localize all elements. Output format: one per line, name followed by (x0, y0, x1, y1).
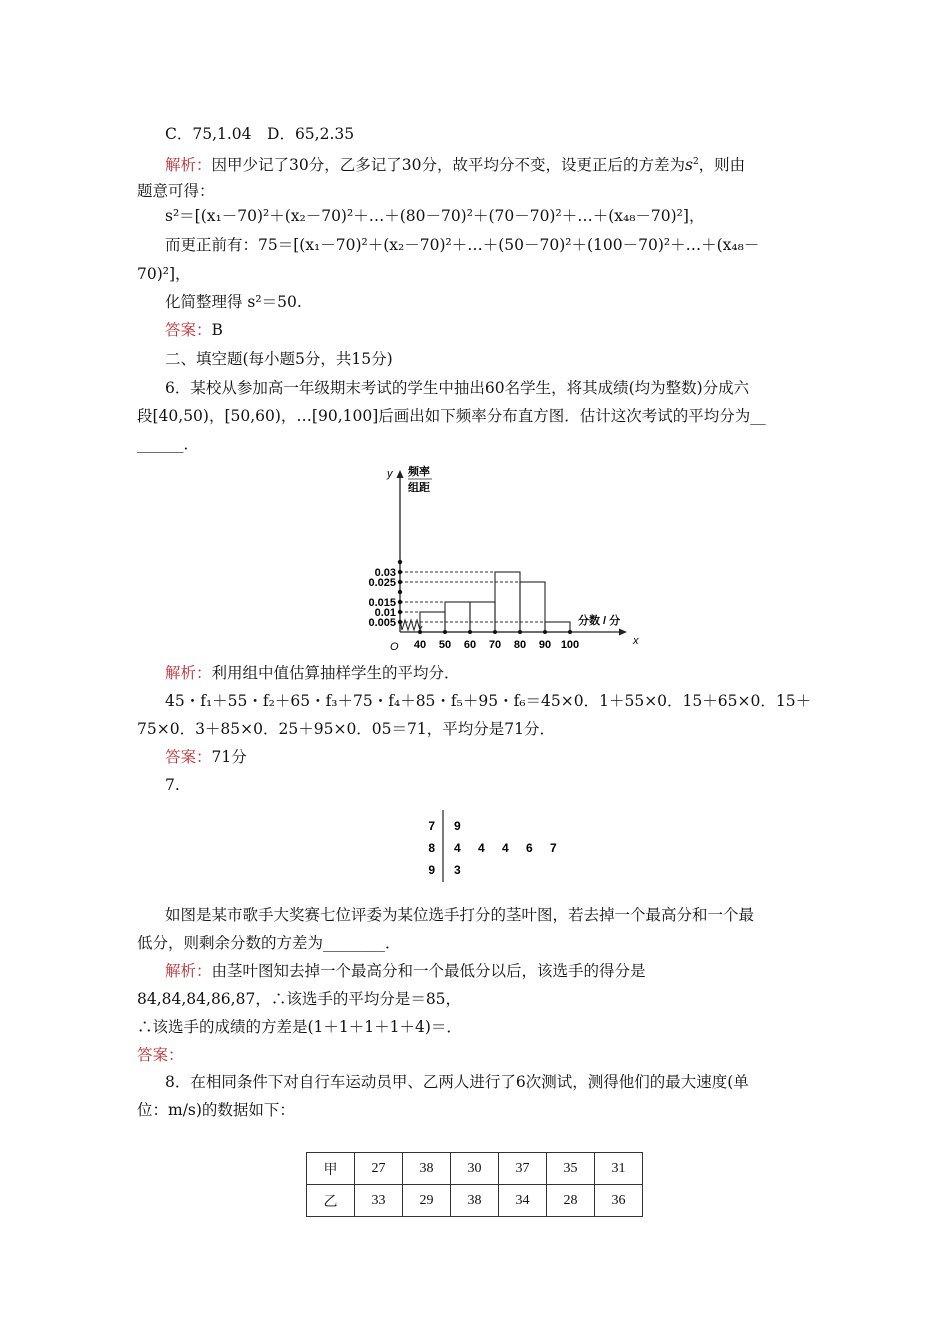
table-cell: 28 (547, 1185, 595, 1217)
y-tick-dot (398, 620, 402, 624)
q7-analysis-line3: ∴该选手的成绩的方差是(1＋1＋1＋1＋4)＝． (137, 1018, 462, 1036)
y-axis-letter: y (387, 468, 393, 480)
table-row (307, 1153, 643, 1185)
stem-value: 8 (428, 841, 435, 855)
y-tick-dot (398, 590, 402, 594)
table-cell: 27 (355, 1153, 403, 1185)
x-tick-label: 90 (538, 639, 552, 651)
table-cell: 31 (595, 1153, 643, 1185)
y-tick-label: 0.025 (368, 577, 396, 589)
q7-analysis-line2: 84,84,84,86,87，∴该选手的平均分是＝85， (137, 990, 462, 1008)
table-cell: 36 (595, 1185, 643, 1217)
x-tick-label: 50 (438, 639, 452, 651)
x-axis-arrow-icon (619, 629, 627, 636)
x-tick-label: 40 (413, 639, 427, 651)
q5-options-cd: C．75,1.04 D．65,2.35 (165, 125, 355, 143)
stem-leaf-plot (420, 808, 580, 886)
answer-label: 答案： (165, 321, 212, 339)
table-cell: 33 (355, 1185, 403, 1217)
q6-calc-line2: 75×0．3＋85×0．25＋95×0．05＝71，平均分是71分． (137, 720, 555, 738)
x-tick-dot (418, 630, 422, 634)
section-title: 二、填空题(每小题5分，共15分) (165, 350, 393, 368)
row-header: 乙 (307, 1185, 355, 1217)
q5-before-correction-cont: 70)²]， (137, 265, 191, 283)
x-tick-dot (518, 630, 522, 634)
answer-label: 答案： (165, 748, 212, 766)
q7-analysis-line1: 解析：由茎叶图知去掉一个最高分和一个最低分以后，该选手的得分是 (165, 962, 646, 980)
histogram-bar (545, 622, 570, 632)
y-tick-dot (398, 600, 402, 604)
q7-text-line1: 如图是某市歌手大奖赛七位评委为某位选手打分的茎叶图，若去掉一个最高分和一个最 (165, 906, 755, 924)
answer-label: 答案： (137, 1046, 184, 1064)
q8-text-line1: 8．在相同条件下对自行车运动员甲、乙两人进行了6次测试，测得他们的最大速度(单 (165, 1073, 749, 1091)
y-tick-label: 0.01 (374, 607, 396, 619)
q5-answer: 答案：B (165, 321, 223, 339)
jiexi-label: 解析： (165, 962, 212, 980)
q6-text-line3: ______． (137, 435, 200, 453)
q6-text-line1: 6．某校从参加高一年级期末考试的学生中抽出60名学生，将其成绩(均为整数)分成六 (165, 379, 750, 397)
histogram-bar (470, 602, 495, 632)
x-tick-label: 80 (513, 639, 527, 651)
leaf-value: 4 (454, 841, 461, 855)
y-tick-dot (398, 610, 402, 614)
x-tick-label: 100 (560, 639, 580, 651)
table-cell: 29 (403, 1185, 451, 1217)
x-tick-label: 60 (463, 639, 477, 651)
histogram-bar (520, 582, 545, 632)
q5-analysis-line1: 解析：因甲少记了30分，乙多记了30分，故平均分不变，设更正后的方差为$s^2$，则由 (165, 156, 746, 174)
y-tick-dot (398, 580, 402, 584)
y-tick-label: 0.015 (368, 597, 396, 609)
q5-simplify: 化简整理得 s²＝50. (165, 293, 302, 311)
x-tick-dot (468, 630, 472, 634)
axis-break-zigzag-icon (400, 620, 422, 630)
leaf-value: 9 (454, 819, 461, 833)
stem-value: 9 (428, 863, 435, 877)
x-tick-label: 70 (488, 639, 502, 651)
y-tick-dot (398, 570, 402, 574)
y-tick-dot (398, 560, 402, 564)
q7-text-line2: 低分，则剩余分数的方差为________． (137, 934, 401, 952)
q5-formula-s2: s²＝[(x₁－70)²＋(x₂－70)²＋…＋(80－70)²＋(70－70)²＋…＋(x₄₈－70)²]， (165, 207, 705, 225)
leaf-value: 7 (550, 841, 557, 855)
x-axis-letter: x (633, 635, 639, 647)
jiexi-label: 解析： (165, 664, 212, 682)
y-axis-arrow-icon (397, 470, 404, 478)
q6-calc-line1: 45・f₁＋55・f₂＋65・f₃＋75・f₄＋85・f₅＋95・f₆＝45×0．1＋55×0．15＋65×0．15＋ (165, 692, 812, 710)
table-cell: 30 (451, 1153, 499, 1185)
q7-answer (137, 1045, 184, 1065)
origin-label: O (390, 641, 399, 653)
q7-number: 7. (165, 776, 180, 794)
jiexi-label: 解析： (165, 156, 212, 174)
q5-before-correction: 而更正前有：75＝[(x₁－70)²＋(x₂－70)²＋…＋(50－70)²＋(100－70)²＋…＋(x₄₈－ (165, 236, 760, 254)
table-cell: 35 (547, 1153, 595, 1185)
y-tick-label: 0.03 (374, 567, 396, 579)
x-tick-dot (568, 630, 572, 634)
x-tick-dot (443, 630, 447, 634)
leaf-value: 4 (478, 841, 485, 855)
table-cell: 38 (403, 1153, 451, 1185)
y-axis-label-top: 频率 (408, 466, 430, 478)
table-cell: 38 (451, 1185, 499, 1217)
stem-value: 7 (428, 819, 435, 833)
q5-analysis-line2: 题意可得： (137, 182, 215, 200)
leaf-value: 4 (502, 841, 509, 855)
frequency-histogram (365, 460, 640, 655)
leaf-value: 3 (454, 863, 461, 877)
y-tick-label: 0.005 (368, 617, 396, 629)
row-header: 甲 (307, 1153, 355, 1185)
x-tick-dot (543, 630, 547, 634)
table-row (307, 1185, 643, 1217)
table-cell: 37 (499, 1153, 547, 1185)
table-cell: 34 (499, 1185, 547, 1217)
histogram-bar (445, 602, 470, 632)
x-axis-label: 分数 / 分 (578, 615, 621, 627)
leaf-value: 6 (526, 841, 533, 855)
q6-answer: 答案：71分 (165, 748, 247, 766)
histogram-bar (495, 572, 520, 632)
q6-text-line2: 段[40,50)，[50,60)，…[90,100]后画出如下频率分布直方图．估计这次考试的平均分为__ (137, 407, 766, 425)
y-axis-label-bottom: 组距 (408, 482, 430, 494)
q8-text-line2: 位：m/s)的数据如下： (137, 1101, 295, 1119)
speed-data-table (306, 1152, 643, 1217)
q6-analysis: 解析：利用组中值估算抽样学生的平均分． (165, 664, 460, 682)
x-tick-dot (493, 630, 497, 634)
